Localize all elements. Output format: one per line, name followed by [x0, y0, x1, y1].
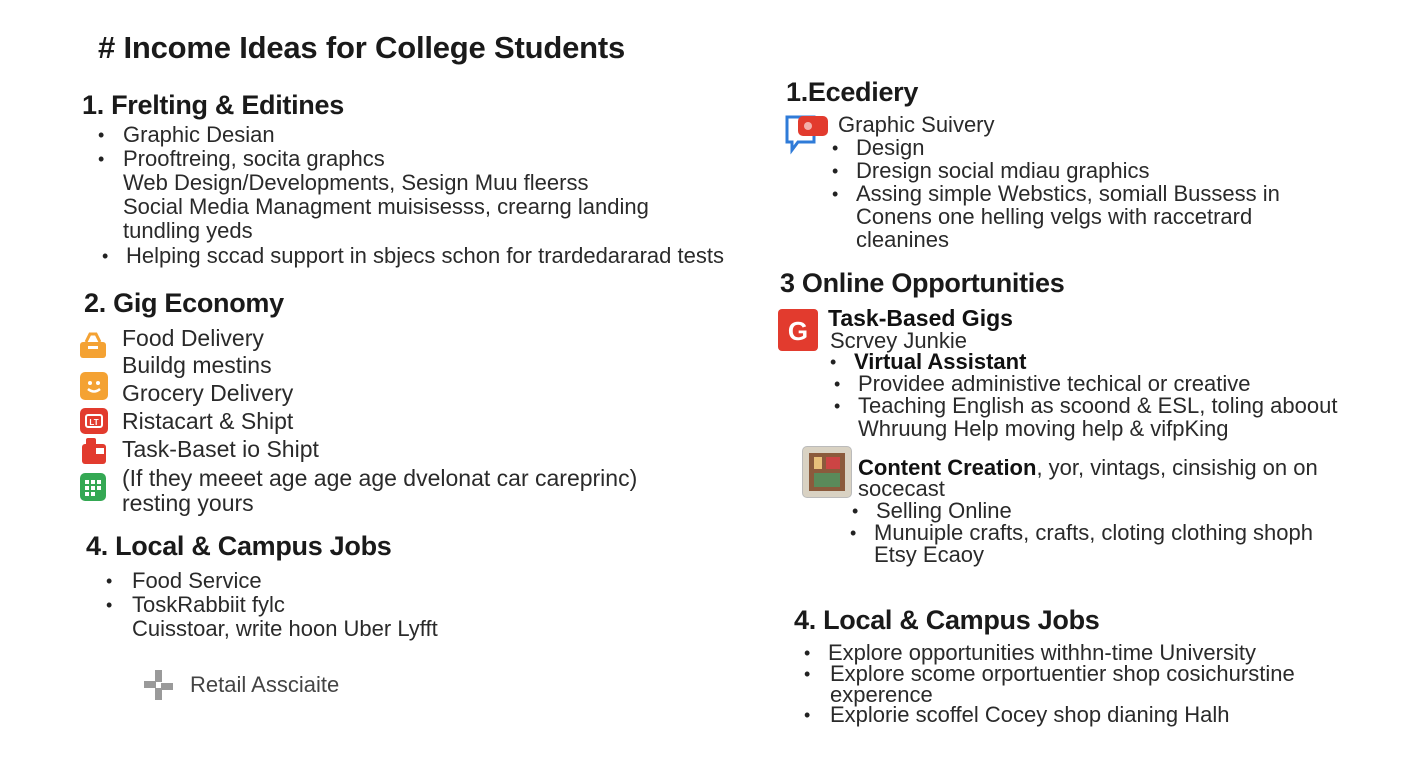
- list-item: Scrvey Junkie: [830, 328, 967, 353]
- list-item: Social Media Managment muisisesss, crearng landing: [123, 194, 649, 219]
- list-item: Selling Online: [876, 498, 1012, 523]
- list-item: Explore opportunities withhn-time University: [828, 640, 1256, 665]
- grocery-smiley-icon: [80, 372, 108, 400]
- bullet: •: [832, 184, 839, 204]
- gig-item: Food Delivery: [122, 325, 264, 351]
- bullet: •: [804, 664, 811, 684]
- list-item: Task-Based Gigs: [828, 305, 1013, 331]
- list-item: Web Design/Developments, Sesign Muu fleerss: [123, 170, 589, 195]
- gig-item: (If they meeet age age age dvelonat car careprinc): [122, 465, 638, 491]
- list-item: Helping sccad support in sbjecs schon for trardedararad tests: [126, 243, 724, 268]
- section-heading-local-jobs-left: 4. Local & Campus Jobs: [86, 531, 392, 561]
- list-item: Teaching English as scoond & ESL, toling aboout: [858, 393, 1338, 418]
- gig-item: resting yours: [122, 490, 254, 516]
- list-item: Assing simple Webstics, somiall Bussess in: [856, 181, 1280, 206]
- calendar-grid-icon: [80, 473, 106, 501]
- bullet: •: [850, 523, 857, 543]
- bullet: •: [804, 705, 811, 725]
- list-item: Graphic Desian: [123, 122, 275, 147]
- bullet: •: [106, 571, 113, 591]
- list-item: Prooftreing, socita graphcs: [123, 146, 385, 171]
- page-title: # Income Ideas for College Students: [98, 30, 626, 65]
- gig-item: Buildg mestins: [122, 352, 272, 378]
- svg-text:LT: LT: [89, 418, 99, 427]
- list-item: experence: [830, 682, 933, 707]
- bullet: •: [852, 501, 859, 521]
- gig-item: Ristacart & Shipt: [122, 408, 294, 434]
- list-item: Virtual Assistant: [854, 349, 1027, 374]
- list-item: Explorie scoffel Cocey shop dianing Halh: [830, 702, 1230, 727]
- list-item: Graphic Suivery: [838, 112, 995, 137]
- retail-associate-label: Retail Assciaite: [190, 672, 340, 697]
- bullet: •: [834, 396, 841, 416]
- bullet: •: [804, 643, 811, 663]
- gig-item: Grocery Delivery: [122, 380, 294, 406]
- content-creation-label: Content Creation: [858, 455, 1037, 480]
- list-item: ToskRabbiit fylc: [132, 592, 285, 617]
- delivery-bag-icon: [78, 330, 108, 360]
- bullet: •: [832, 138, 839, 158]
- list-item: Design: [856, 135, 925, 160]
- svg-text:G: G: [787, 316, 809, 346]
- list-item: Dresign social mdiau graphics: [856, 158, 1150, 183]
- list-item: Munuiple crafts, crafts, cloting clothing shoph: [874, 520, 1314, 545]
- section-heading-local-jobs-right: 4. Local & Campus Jobs: [794, 605, 1100, 635]
- content-creation-detail: , yor, vintags, cinsishig on on: [1036, 455, 1318, 480]
- list-item: Whruung Help moving help & vifpKing: [858, 416, 1229, 441]
- list-item: Providee administive techical or creative: [858, 371, 1251, 396]
- section-heading-right-1: 1.Ecediery: [786, 77, 919, 107]
- retail-puzzle-icon: [142, 668, 176, 702]
- content-photo-icon: [802, 446, 852, 498]
- bullet: •: [106, 595, 113, 615]
- bullet: •: [102, 246, 109, 266]
- section-heading-freelancing: 1. Frelting & Editines: [82, 90, 344, 120]
- bullet: •: [834, 374, 841, 394]
- bullet: •: [832, 161, 839, 181]
- instacart-badge-icon: [80, 408, 108, 434]
- list-item: Explore scome orportuentier shop cosichurstine: [830, 661, 1295, 686]
- bullet: •: [98, 125, 105, 145]
- task-folder-icon: [82, 438, 106, 464]
- bullet: •: [830, 352, 837, 372]
- list-item: Food Service: [132, 568, 262, 593]
- chat-bubble-icon: [784, 114, 832, 158]
- list-item: cleanines: [856, 227, 949, 252]
- gig-g-logo-icon: [778, 309, 818, 351]
- list-item: Cuisstoar, write hoon Uber Lyfft: [132, 616, 438, 641]
- bullet: •: [98, 149, 105, 169]
- list-item: socecast: [858, 476, 945, 501]
- list-item: tundling yeds: [123, 218, 253, 243]
- gig-item: Task-Baset io Shipt: [122, 436, 319, 462]
- list-item: Conens one helling velgs with raccetrard: [856, 204, 1253, 229]
- list-item: Etsy Ecaoy: [874, 542, 985, 567]
- section-heading-gig-economy: 2. Gig Economy: [84, 288, 284, 318]
- section-heading-online-opportunities: 3 Online Opportunities: [780, 268, 1065, 298]
